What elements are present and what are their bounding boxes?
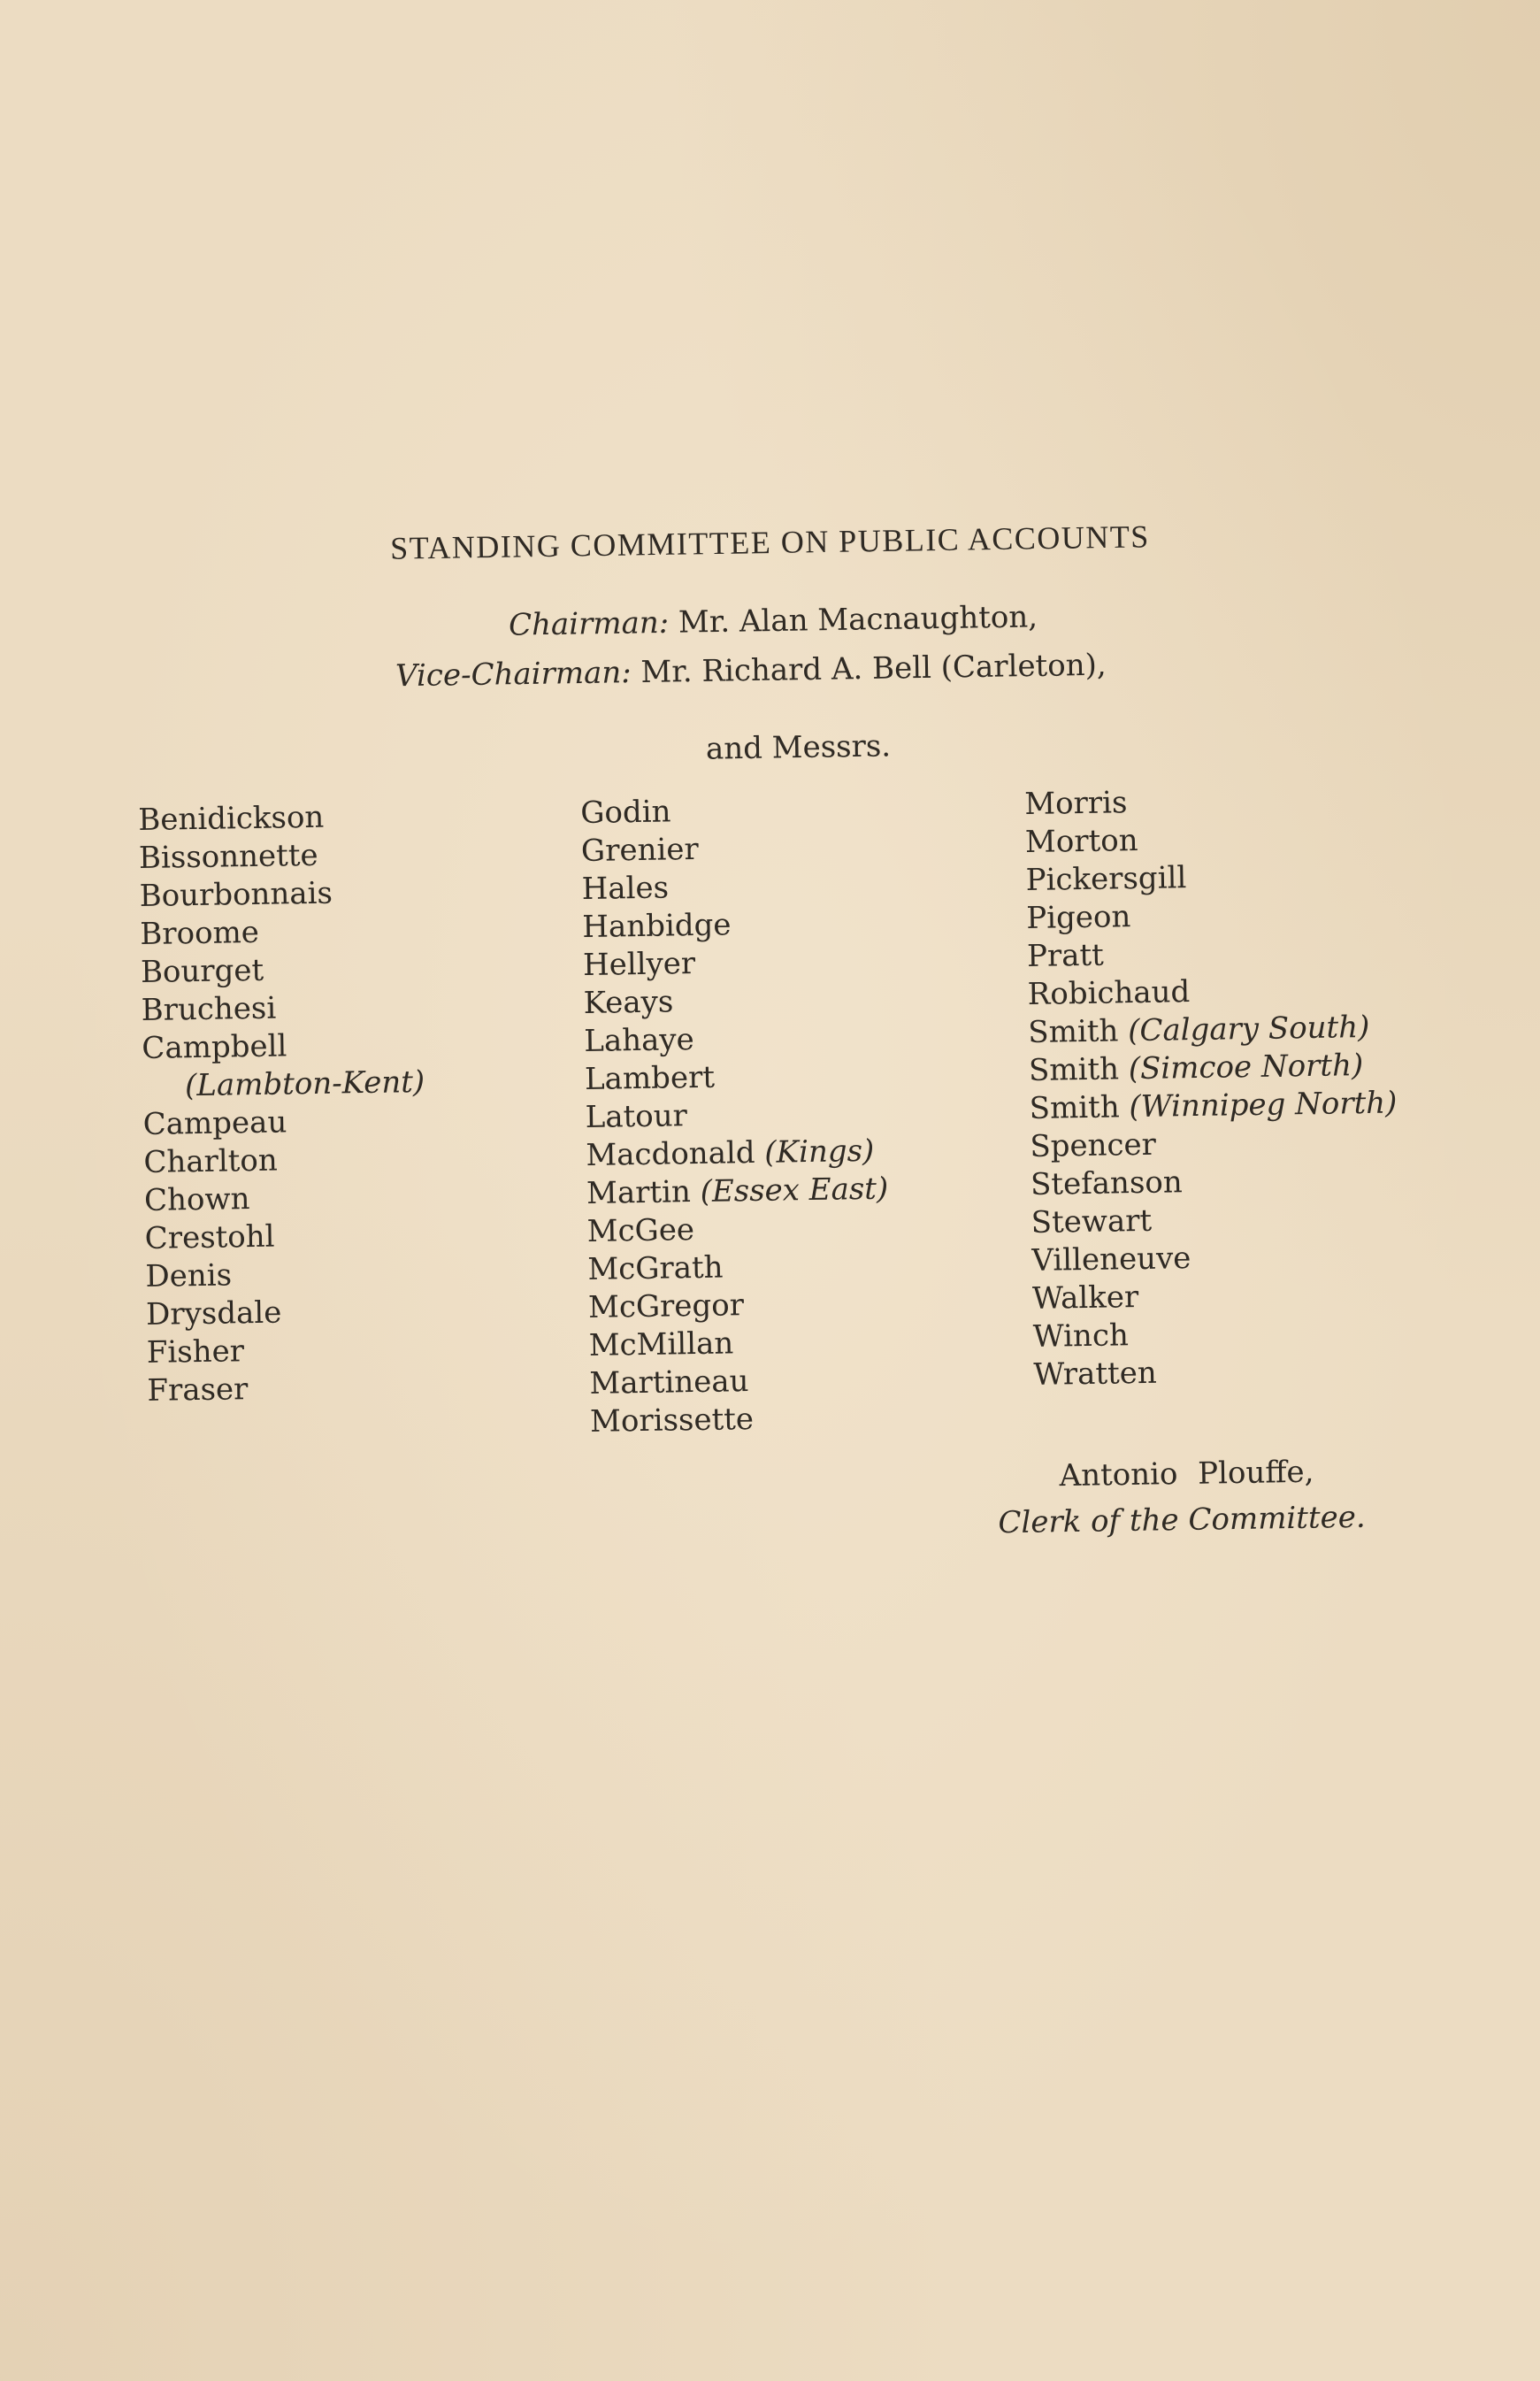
member-entry bbox=[1029, 1046, 1397, 1090]
member-entry bbox=[1024, 780, 1392, 824]
member-name: Campbell bbox=[142, 1028, 287, 1066]
member-name: McMillan bbox=[588, 1325, 734, 1363]
member-name: Macdonald bbox=[586, 1134, 755, 1173]
member-name: Martineau bbox=[589, 1363, 749, 1402]
member-district: (Lambton-Kent) bbox=[184, 1064, 425, 1104]
member-entry bbox=[141, 949, 424, 992]
member-name: Campeau bbox=[142, 1104, 287, 1142]
member-entry bbox=[1030, 1198, 1398, 1242]
member-name: Smith bbox=[1028, 1013, 1119, 1050]
member-entry bbox=[147, 1368, 430, 1410]
member-entry bbox=[583, 942, 885, 985]
member-name: Walker bbox=[1031, 1279, 1139, 1317]
member-entry bbox=[1031, 1236, 1399, 1280]
member-name: Robichaud bbox=[1027, 974, 1191, 1012]
member-name: Winch bbox=[1032, 1317, 1130, 1355]
member-entry bbox=[588, 1285, 891, 1327]
member-name: McGee bbox=[586, 1212, 695, 1249]
member-entry bbox=[1030, 1122, 1398, 1166]
member-entry bbox=[586, 1133, 888, 1175]
member-name: Bourbonnais bbox=[139, 875, 333, 914]
member-name: Godin bbox=[580, 794, 671, 831]
member-name: Morissette bbox=[589, 1402, 755, 1440]
member-entry bbox=[587, 1247, 890, 1289]
member-name: Crestohl bbox=[144, 1218, 275, 1256]
member-name: Villeneuve bbox=[1031, 1240, 1191, 1279]
member-name: Hales bbox=[581, 870, 670, 907]
chairman-line bbox=[509, 599, 1038, 642]
member-name: Pratt bbox=[1026, 937, 1105, 974]
member-entry bbox=[1025, 856, 1393, 900]
member-entry bbox=[1033, 1350, 1401, 1394]
member-name: Hellyer bbox=[582, 945, 696, 983]
member-entry bbox=[589, 1361, 892, 1403]
member-entry bbox=[581, 828, 884, 871]
member-name: Lahaye bbox=[584, 1022, 695, 1059]
member-entry bbox=[146, 1330, 429, 1372]
member-name: McGregor bbox=[587, 1287, 745, 1325]
chairman-role: Chairman: bbox=[508, 604, 670, 643]
member-entry bbox=[580, 790, 883, 833]
member-name: Fisher bbox=[146, 1333, 245, 1371]
member-name: Pigeon bbox=[1026, 899, 1131, 936]
member-name: Bourget bbox=[140, 952, 264, 990]
clerk-name: Antonio Plouffe, bbox=[1059, 1454, 1314, 1494]
member-district: (Simcoe North) bbox=[1128, 1048, 1364, 1087]
member-entry bbox=[584, 1018, 886, 1061]
member-entry bbox=[586, 1171, 889, 1213]
member-name: Benidickson bbox=[138, 799, 325, 838]
member-district: (Kings) bbox=[764, 1133, 875, 1171]
member-entry bbox=[1032, 1274, 1400, 1318]
member-entry bbox=[142, 1102, 425, 1144]
members-column-3 bbox=[1024, 780, 1401, 1394]
member-name: Pickersgill bbox=[1025, 860, 1187, 898]
member-district: (Winnipeg North) bbox=[1129, 1085, 1398, 1125]
members-column-2 bbox=[580, 790, 893, 1441]
member-entry bbox=[1032, 1312, 1400, 1356]
member-entry bbox=[586, 1209, 889, 1251]
member-name: Charlton bbox=[143, 1142, 279, 1180]
member-name: Grenier bbox=[580, 831, 699, 869]
member-name: Drysdale bbox=[145, 1294, 282, 1333]
member-name: Hanbidge bbox=[582, 907, 732, 945]
member-entry bbox=[146, 1292, 429, 1334]
member-name: Latour bbox=[585, 1098, 688, 1135]
member-entry bbox=[142, 1064, 425, 1106]
page-title: STANDING COMMITTEE ON PUBLIC ACCOUNTS bbox=[389, 518, 1151, 566]
member-name: Chown bbox=[143, 1181, 250, 1218]
and-messrs-label: and Messrs. bbox=[705, 728, 892, 767]
member-entry bbox=[582, 904, 885, 947]
member-name: Broome bbox=[140, 914, 260, 952]
vice-chairman-name: Mr. Richard A. Bell (Carleton), bbox=[640, 647, 1107, 690]
member-name: Spencer bbox=[1030, 1126, 1157, 1164]
member-entry bbox=[1029, 1084, 1397, 1128]
member-entry bbox=[145, 1254, 428, 1296]
member-entry bbox=[583, 980, 885, 1023]
member-name: Bruchesi bbox=[141, 990, 277, 1028]
members-column-1 bbox=[138, 797, 430, 1410]
member-entry bbox=[143, 1140, 426, 1182]
member-entry bbox=[581, 866, 884, 909]
vice-chairman-role: Vice-Chairman: bbox=[395, 655, 632, 695]
member-name: Bissonnette bbox=[138, 837, 318, 876]
member-name: Smith bbox=[1028, 1051, 1120, 1088]
member-entry bbox=[140, 911, 423, 954]
member-name: Denis bbox=[145, 1257, 233, 1294]
member-name: McGrath bbox=[587, 1249, 724, 1287]
member-district: (Calgary South) bbox=[1127, 1009, 1370, 1049]
member-name: Keays bbox=[583, 984, 674, 1021]
member-name: Stefanson bbox=[1030, 1164, 1184, 1202]
member-district: (Essex East) bbox=[700, 1171, 889, 1210]
member-name: Wratten bbox=[1033, 1355, 1158, 1393]
member-entry bbox=[1027, 932, 1395, 976]
member-entry bbox=[139, 873, 422, 916]
member-entry bbox=[1026, 894, 1394, 938]
member-entry bbox=[585, 1056, 887, 1099]
vice-chairman-line bbox=[395, 648, 1107, 695]
member-entry bbox=[588, 1323, 891, 1365]
member-name: Morris bbox=[1024, 785, 1128, 822]
member-name: Smith bbox=[1029, 1089, 1121, 1126]
clerk-signature bbox=[997, 1448, 1366, 1547]
member-name: Morton bbox=[1024, 822, 1138, 860]
member-entry bbox=[585, 1094, 887, 1137]
member-entry bbox=[139, 835, 422, 878]
member-entry bbox=[1027, 970, 1395, 1014]
member-entry bbox=[141, 987, 424, 1030]
clerk-title: Clerk of the Committee. bbox=[998, 1499, 1366, 1541]
member-entry bbox=[138, 797, 421, 840]
member-entry bbox=[590, 1399, 893, 1441]
chairman-name: Mr. Alan Macnaughton, bbox=[678, 599, 1038, 641]
member-entry bbox=[1028, 1008, 1396, 1052]
member-name: Martin bbox=[586, 1174, 692, 1211]
member-entry bbox=[144, 1216, 427, 1258]
member-name: Stewart bbox=[1030, 1202, 1153, 1240]
member-entry bbox=[144, 1178, 427, 1220]
member-entry bbox=[142, 1025, 425, 1068]
member-entry bbox=[1030, 1160, 1398, 1204]
member-name: Lambert bbox=[584, 1059, 716, 1097]
member-name: Fraser bbox=[147, 1371, 249, 1409]
member-entry bbox=[1025, 818, 1393, 862]
